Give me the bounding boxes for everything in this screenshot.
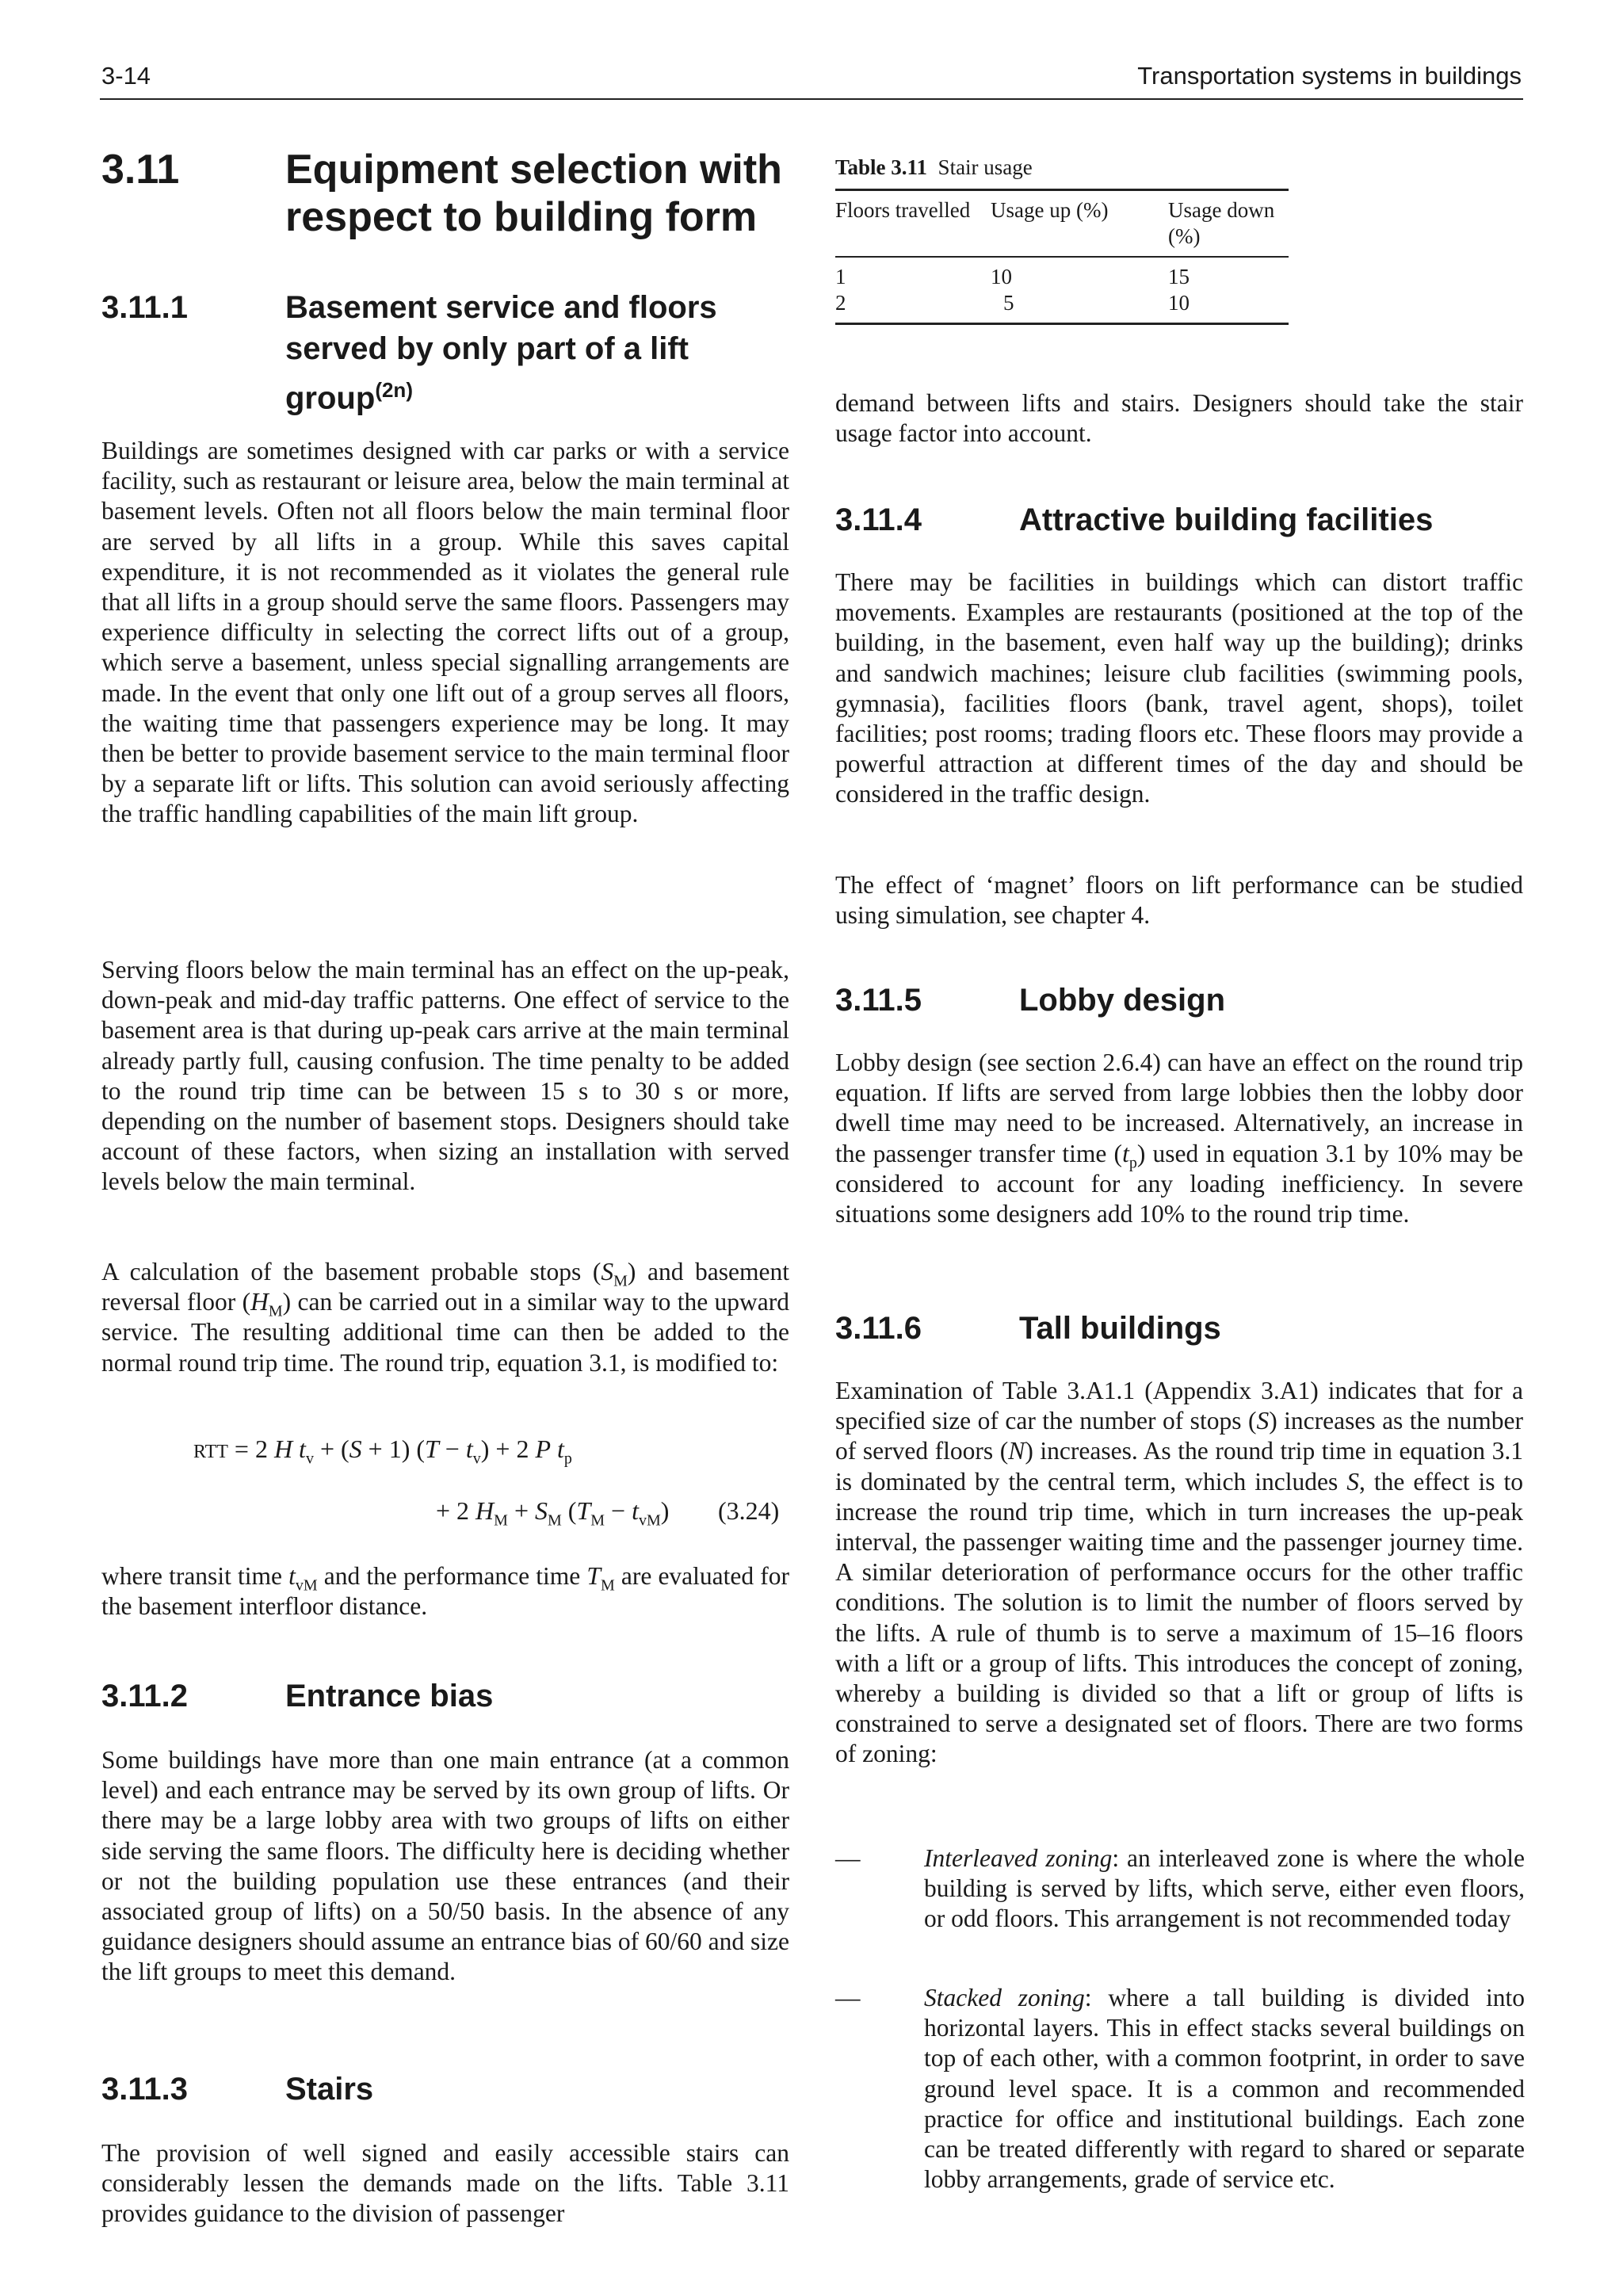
section-number: 3.11.3: [101, 2072, 189, 2107]
section-title: Lobby design: [1019, 983, 1225, 1018]
section-title: Entrance bias: [285, 1679, 494, 1713]
table-cell: 5: [1003, 291, 1014, 315]
paragraph-demand-stairs: demand between lifts and stairs. Designers should take the stair usage factor into account.: [835, 389, 1523, 448]
section-number: 3.11.1: [101, 290, 189, 325]
table-header-row: [835, 190, 1289, 258]
paragraph-basement-calculation: A calculation of the basement probable stops $(S_M)$ and basement reversal floor $(H_M)$ can be carried out in a similar way to the upward service. The resulting additional time can then be added to the normal round trip time. The round trip, equation 3.1, is modified to:: [101, 1258, 790, 1377]
column-header: Usage down (%): [1168, 198, 1275, 248]
section-title: Tall buildings: [1019, 1311, 1221, 1346]
section-number: 3.11.5: [835, 983, 922, 1018]
table-cell: 1: [835, 265, 846, 288]
paragraph-transit-time: where transit time $t_{vM}$ and the performance time $T_M$ are evaluated for the basement interfloor distance.: [101, 1562, 789, 1621]
table-row: [835, 290, 1289, 324]
paragraph-stairs: The provision of well signed and easily accessible stairs can considerably lessen the demands made on the lifts. Table 3.11 provides guidance to the division of passenger: [101, 2139, 789, 2228]
text-run: ) and basement reversal floor (: [101, 1258, 789, 1316]
section-number: 3.11.2: [101, 1679, 189, 1713]
table-cell: 10: [1168, 291, 1190, 315]
equation-3-24-line-1: RTT = 2 H $t_v + (S + 1) (T - t_v) + 2$ P $t_p$: [193, 1435, 572, 1468]
text-run: Examination of Table 3.A1.1 (Appendix 3.A1) indicates that for a specified size of car the number of stops (: [835, 1377, 1523, 1435]
column-header: Usage up (%): [991, 198, 1109, 222]
table-cell: 15: [1168, 265, 1190, 288]
text-run: are evaluated for the basement interfloor distance.: [101, 1562, 789, 1621]
text-run: : an interleaved zone is where the whole building is served by lifts, which serve, either even floors, or odd floors. This arrangement is not recommended today: [924, 1844, 1526, 1933]
section-number: 3.11.4: [835, 502, 922, 537]
bullet-dash: —: [835, 1844, 861, 1872]
text-run: where transit time: [101, 1562, 289, 1590]
text-run: ) increases as the number of served floors (: [835, 1407, 1523, 1465]
reference-superscript: (2n): [375, 378, 413, 402]
text-run: : where a tall building is divided into horizontal layers. This in effect stacks several buildings on top of each other, with a common footprint, in order to save ground level space. It is a common and recommended practice for office and institutional buildings. Each zone can be treated differently with regard to shared or separate lobby arrangements, grade of service etc.: [924, 1984, 1525, 2194]
section-number: 3.11: [101, 147, 180, 193]
equation-number: (3.24): [718, 1496, 780, 1525]
section-title: [285, 287, 729, 418]
paragraph-basement-intro: Buildings are sometimes designed with car parks or with a service facility, such as restaurant or leisure area, below the main terminal at basement levels. Often not all floors below the main terminal floor are served by all lifts in a group. While this saves capital expenditure, it is not recommended as it violates the general rule that all lifts in a group should serve the same floors. Passengers may experience difficulty in selecting the correct lifts out of a group, which serve a basement, unless special signalling arrangements are made. In the event that only one lift out of a group serves all floors, the waiting time that passengers experience may be long. It may then be better to provide basement service to the main terminal floor by a separate lift or lifts. This solution can avoid seriously affecting the traffic handling capabilities of the main lift group.: [101, 437, 789, 828]
paragraph-lobby-design: Lobby design (see section 2.6.4) can have an effect on the round trip equation. If lifts are served from large lobbies then the lobby door dwell time may need to be increased. Alternatively, an increase in the passenger transfer time $(t_p)$ used in equation 3.1 by 10% may be considered to account for any loading inefficiency. In severe situations some designers add 10% to the round trip time.: [835, 1049, 1523, 1228]
text-run: ) can be carried out in a similar way to the upward service. The resulting additional time can then be added to the normal round trip time. The round trip, equation 3.1, is modified to:: [101, 1288, 790, 1377]
bullet-text: [924, 1843, 1525, 1935]
paragraph-facilities: There may be facilities in buildings which can distort traffic movements. Examples are restaurants (positioned at the top of the building, in the basement, even half way up the building); drinks and sandwich machines; leisure club facilities (swimming pools, gymnasia), facilities floors (bank, travel agent, shops), toilet facilities; post rooms; trading floors etc. These floors may provide a powerful attraction at different times of the day and should be considered in the traffic design.: [835, 568, 1523, 808]
stair-usage-table: [835, 189, 1289, 325]
paragraph-magnet-floors: The effect of ‘magnet’ floors on lift performance can be studied using simulation, see chapter 4.: [835, 871, 1523, 930]
table-cell: 10: [991, 265, 1012, 288]
text-run: ) increases. As the round trip time in equation 3.1 is dominated by the central term, which includes: [835, 1437, 1523, 1496]
paragraph-serving-floors: Serving floors below the main terminal has an effect on the up-peak, down-peak and mid-day traffic patterns. One effect of service to the basement area is that during up-peak cars arrive at the main terminal already partly full, causing confusion. The time penalty to be added to the round trip time can be between 15 s to 30 s or more, depending on the number of basement stops. Designers should take account of these factors, when sizing an installation with served levels below the main terminal.: [101, 956, 789, 1196]
bullet-term: Stacked zoning: [924, 1984, 1085, 2011]
table-title: Stair usage: [938, 155, 1033, 179]
table-label: Table 3.11: [835, 155, 928, 179]
text-run: , the effect is to increase the round trip time, which in turn increases the up-peak interval, the passenger waiting time and the passenger journey time. A similar deterioration of performance occurs for the other traffic conditions. The solution is to limit the number of floors served by the lifts. A rule of thumb is to serve a maximum of 15–16 floors with a lift or a group of lifts. This introduces the concept of zoning, whereby a building is divided so that a lift or group of lifts is constrained to serve a designated set of floors. There are two forms of zoning:: [835, 1467, 1523, 1768]
table-cell: 2: [835, 291, 846, 315]
running-header: [100, 55, 1523, 100]
bullet-stacked-zoning: [835, 1983, 1523, 2237]
equation-3-24-line-2: + 2 $H_M + S_M$ $(T_M - t_{vM})$: [436, 1496, 670, 1530]
section-title: Attractive building facilities: [1019, 502, 1434, 537]
paragraph-tall-buildings: Examination of Table 3.A1.1 (Appendix 3.A1) indicates that for a specified size of car the number of stops (S) increases as the number of served floors (N) increases. As the round trip time in equation 3.1 is dominated by the central term, which includes S, the effect is to increase the round trip time, which in turn increases the up-peak interval, the passenger waiting time and the passenger journey time. A similar deterioration of performance occurs for the other traffic conditions. The solution is to limit the number of floors served by the lifts. A rule of thumb is to serve a maximum of 15–16 floors with a lift or a group of lifts. This introduces the concept of zoning, whereby a building is divided so that a lift or group of lifts is constrained to serve a designated set of floors. There are two forms of zoning:: [835, 1377, 1523, 1768]
text-run: Lobby design (see section 2.6.4) can have an effect on the round trip equation. If lifts are served from large lobbies then the lobby door dwell time may need to be increased. Alternatively, an increase in the passenger transfer time (: [835, 1049, 1523, 1167]
bullet-text: [924, 1983, 1525, 2195]
bullet-term: Interleaved zoning: [924, 1844, 1113, 1872]
paragraph-entrance-bias: Some buildings have more than one main entrance (at a common level) and each entrance may be served by its own group of lifts. Or there may be a large lobby area with two groups of lifts on either side serving the same floors. The difficulty here is deciding whether or not the building population use these entrances (and their associated group of lifts) on a 50/50 basis. In the absence of any guidance designers should assume an entrance bias of 60/60 and size the lift groups to meet this demand.: [101, 1746, 789, 1986]
text-run: and the performance time: [317, 1562, 587, 1590]
section-title-text: Basement service and floors served by only part of a lift group: [285, 290, 717, 416]
page-number: 3-14: [101, 62, 151, 90]
text-run: ) used in equation 3.1 by 10% may be considered to account for any loading inefficiency. In severe situations some designers add 10% to the round trip time.: [835, 1139, 1523, 1228]
section-title: Equipment selection with respect to building form: [285, 147, 782, 240]
bullet-dash: —: [835, 1984, 861, 2011]
column-header: Floors travelled: [835, 198, 971, 222]
bullet-interleaved-zoning: [835, 1843, 1526, 1970]
running-title: Transportation systems in buildings: [1137, 62, 1522, 90]
table-caption: [835, 155, 1033, 180]
section-number: 3.11.6: [835, 1311, 922, 1346]
table-row: [835, 257, 1289, 290]
text-run: A calculation of the basement probable stops (: [101, 1258, 601, 1286]
section-title: Stairs: [285, 2072, 374, 2107]
